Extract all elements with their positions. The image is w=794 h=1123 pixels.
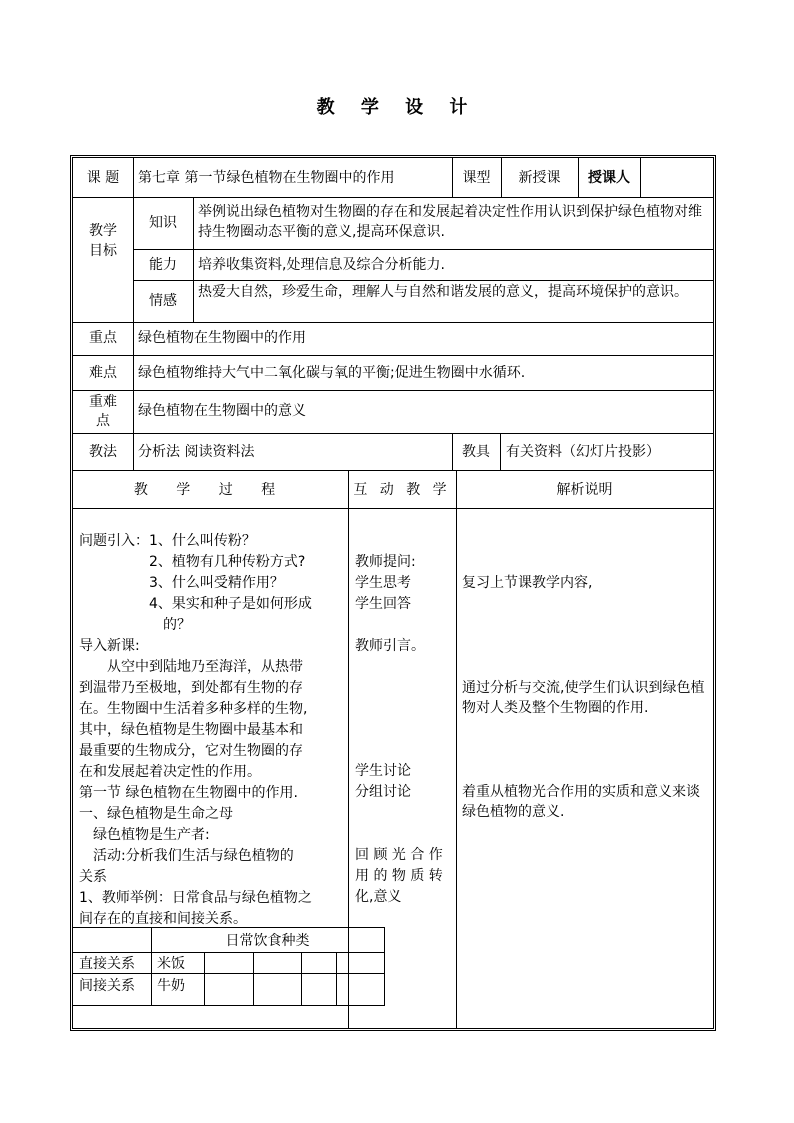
analysis-header: 解析说明 [556,482,613,498]
food-row-value: 米饭 [157,956,185,972]
method-text: 分析法 阅读资料法 [138,444,255,460]
row-divider [133,280,713,281]
process-line: 2、植物有几种传粉方式? [79,554,306,570]
lesson-value: 第七章 第一节绿色植物在生物圈中的作用 [138,170,395,186]
ability-text: 培养收集资料,处理信息及综合分析能力. [198,257,445,273]
col-divider [500,433,501,470]
knowledge-label: 知识 [149,215,177,231]
process-line: 活动:分析我们生活与绿色植物的 [79,848,294,864]
type-label: 课型 [462,170,491,186]
process-line: 4、果实和种子是如何形成 [79,596,312,612]
interaction-item: 化,意义 [355,889,402,905]
col-divider [133,158,134,470]
food-row-label: 直接关系 [79,956,135,972]
row-divider [73,508,713,509]
analysis-item: 复习上节课教学内容, [462,575,593,591]
process-line: 绿色植物是生产者: [79,827,210,843]
process-line: 在。生物圈中生活着多种多样的生物, [79,701,308,717]
col-divider [193,197,194,322]
process-line: 最重要的生物成分，它对生物圈的存 [79,743,303,759]
analysis-item: 着重从植物光合作用的实质和意义来谈绿色植物的意义. [462,784,700,820]
process-line: 间存在的直接和间接关系。 [79,911,247,927]
row-divider [73,470,713,471]
col-divider [456,470,457,1028]
food-table-header: 日常饮食种类 [225,933,310,949]
interaction-item: 学生思考 [355,575,411,591]
knowledge-text: 举例说出绿色植物对生物圈的存在和发展起着决定性作用认识到保护绿色植物对维持生物圈动态平衡的意义,提高环保意识. [198,204,702,240]
emotion-label: 情感 [149,293,177,309]
interaction-item: 用 的 物 质 转 [355,868,443,884]
key-point-label: 重点 [89,330,117,346]
difficulty-text: 绿色植物维持大气中二氧化碳与氧的平衡;促进生物圈中水循环. [138,365,526,381]
process-line: 到温带乃至极地，到处都有生物的存 [79,680,303,696]
interaction-header: 互 动 教 学 [353,482,451,498]
type-value: 新授课 [518,170,561,186]
row-divider [73,355,713,356]
process-line: 问题引入：1、什么叫传粉？ [79,533,256,549]
process-line: 从空中到陆地乃至海洋，从热带 [79,659,303,675]
interaction-item: 学生讨论 [355,763,411,779]
process-line: 第一节 绿色植物在生物圈中的作用. [79,785,298,801]
food-row-value: 牛奶 [157,978,185,994]
method-label: 教法 [89,444,117,460]
process-header: 教 学 过 程 [133,482,288,498]
process-line: 在和发展起着决定性的作用。 [79,764,261,780]
process-line: 关系 [79,869,107,885]
emotion-text: 热爱大自然，珍爱生命，理解人与自然和谐发展的意义，提高环境保护的意识。 [198,284,688,300]
goals-label-1: 教学 [89,223,117,239]
difficulty-label: 难点 [89,365,117,381]
teacher-label: 授课人 [588,170,630,186]
row-divider [73,390,713,391]
process-line: 其中，绿色植物是生物圈中最基本和 [79,722,303,738]
row-divider [73,197,713,198]
ability-label: 能力 [149,257,177,273]
interaction-item: 教师引言。 [355,638,425,654]
col-divider [640,158,641,197]
lesson-label: 课 题 [86,170,120,186]
key-difficulty-label-2: 点 [96,413,110,429]
row-divider [73,433,713,434]
process-line: 导入新课: [79,638,140,654]
food-row-label: 间接关系 [79,978,135,994]
row-divider [73,322,713,323]
interaction-item: 分组讨论 [355,784,411,800]
key-point-text: 绿色植物在生物圈中的作用 [138,330,306,346]
tools-label: 教具 [462,444,490,460]
process-line: 一、绿色植物是生命之母 [79,806,233,822]
interaction-item: 回 顾 光 合 作 [355,847,443,863]
interaction-item: 学生回答 [355,596,411,612]
process-line: 1、教师举例：日常食品与绿色植物之 [79,890,312,906]
process-line: 的？ [79,617,191,633]
row-divider [133,249,713,250]
tools-text: 有关资料（幻灯片投影） [506,444,660,460]
analysis-item: 通过分析与交流,使学生们认识到绿色植物对人类及整个生物圈的作用. [462,680,705,716]
document-title: 教 学 设 计 [316,97,478,118]
process-line: 3、什么叫受精作用？ [79,575,284,591]
interaction-item: 教师提问: [355,554,416,570]
goals-label-2: 目标 [89,243,117,259]
key-difficulty-label-1: 重难 [89,394,117,410]
key-difficulty-text: 绿色植物在生物圈中的意义 [138,403,306,419]
